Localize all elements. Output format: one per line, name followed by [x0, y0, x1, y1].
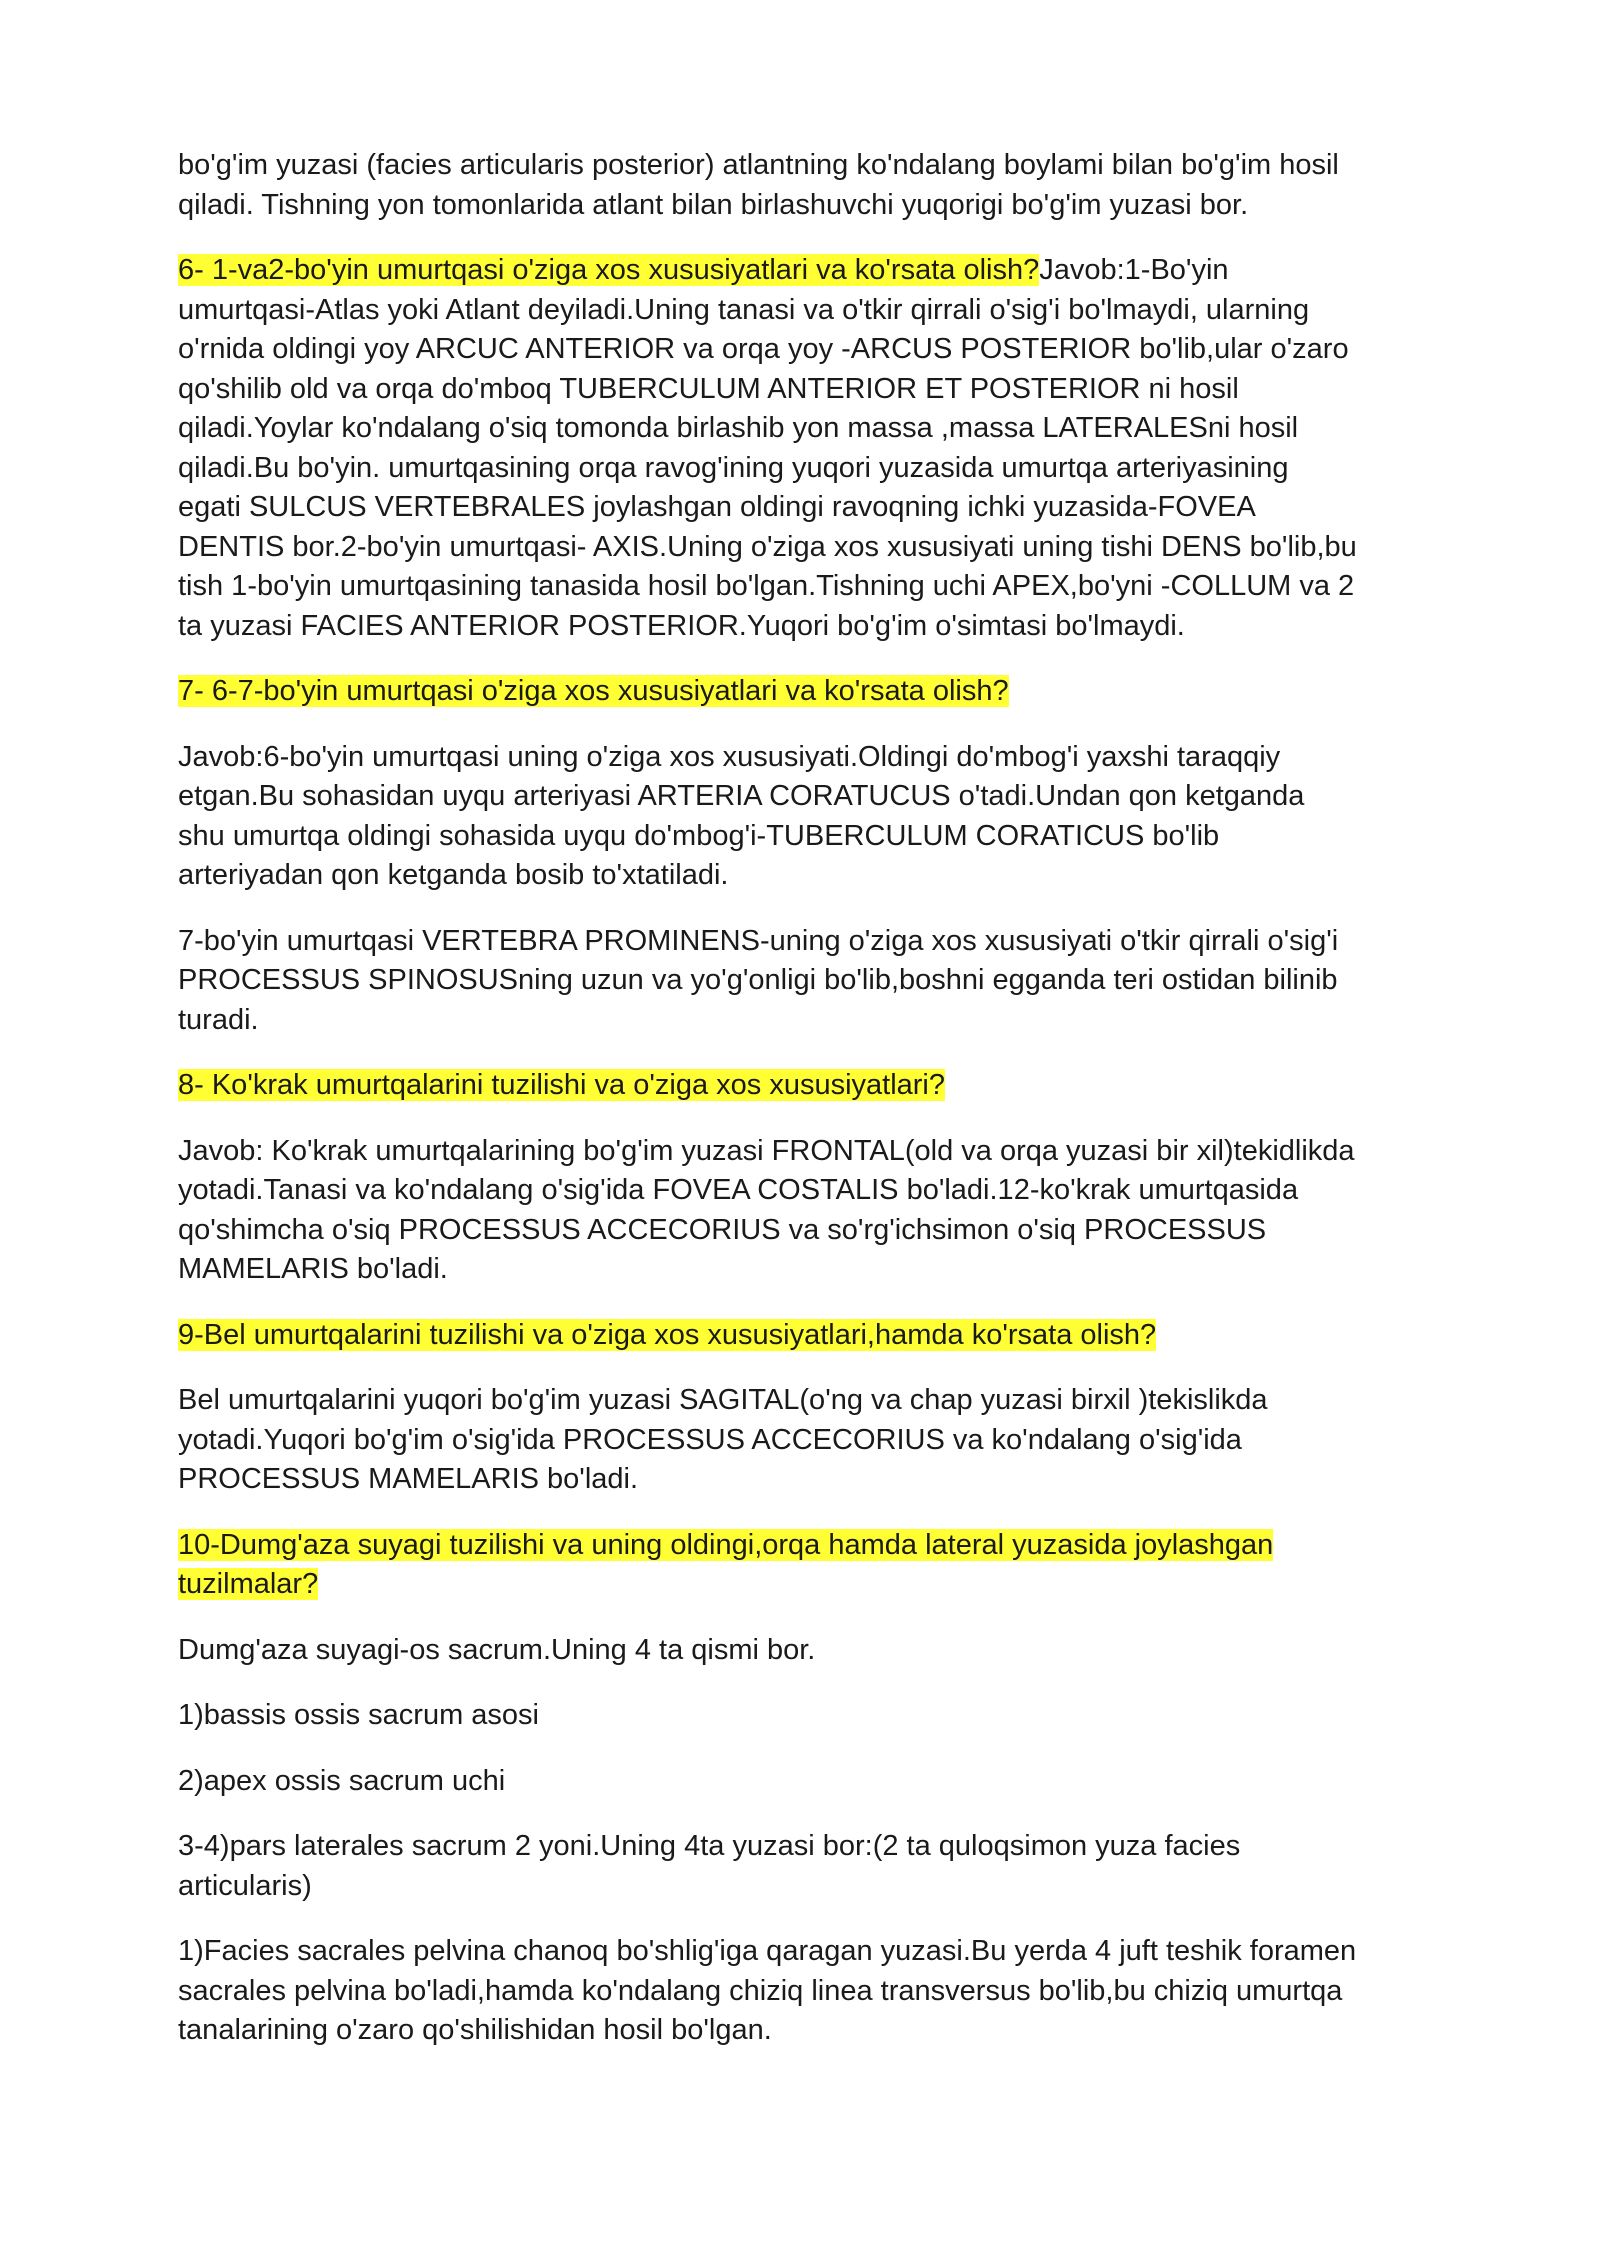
answer-10-intro: Dumg'aza suyagi-os sacrum.Uning 4 ta qismi bor.: [178, 1633, 816, 1666]
answer-10-surface-1: 1)Facies sacrales pelvina chanoq bo'shlig'iga qaragan yuzasi.Bu yerda 4 juft teshik foramen sacrales pelvina bo'ladi,hamda ko'ndalang chiziq linea transversus bo'lib,bu chiziq umurtqa tanalarining o'zaro qo'shilishidan hosil bo'lgan.: [178, 1935, 1357, 2046]
question-9-heading: 9-Bel umurtqalarini tuzilishi va o'ziga xos xususiyatlari,hamda ko'rsata olish?: [178, 1318, 1157, 1351]
answer-7-part-2: 7-bo'yin umurtqasi VERTEBRA PROMINENS-uning o'ziga xos xususiyati o'tkir qirrali o'sig'i PROCESSUS SPINOSUSning uzun va yo'g'onligi bo'lib,boshni egganda teri ostidan bilinib turadi.: [178, 924, 1339, 1036]
question-8-block: [178, 1066, 1358, 1106]
answer-7-part-1: Javob:6-bo'yin umurtqasi uning o'ziga xos xususiyati.Oldingi do'mbog'i yaxshi taraqqiy etgan.Bu sohasidan uyqu arteriyasi ARTERIA CORATUCUS o'tadi.Undan qon ketganda shu umurtqa oldingi sohasida uyqu do'mbog'i-TUBERCULUM CORATICUS bo'lib arteriyadan qon ketganda bosib to'xtatiladi.: [178, 740, 1305, 891]
question-8-heading: 8- Ko'krak umurtqalarini tuzilishi va o'ziga xos xususiyatlari?: [178, 1069, 945, 1101]
question-9-block: [178, 1316, 1358, 1356]
answer-9: Bel umurtqalarini yuqori bo'g'im yuzasi SAGITAL(o'ng va chap yuzasi birxil )tekislikda yotadi.Yuqori bo'g'im o'sig'ida PROCESSUS ACCECORIUS va ko'ndalang o'sig'ida PROCESSUS MAMELARIS bo'ladi.: [178, 1384, 1268, 1495]
answer-10-item-1: 1)bassis ossis sacrum asosi: [178, 1699, 539, 1731]
question-10-block: [178, 1526, 1358, 1605]
answer-6: Javob:1-Bo'yin umurtqasi-Atlas yoki Atlant deyiladi.Uning tanasi va o'tkir qirrali o'sig'i bo'lmaydi, ularning o'rnida oldingi yoy ARCUC ANTERIOR va orqa yoy -ARCUS POSTERIOR bo'lib,ular o'zaro qo'shilib old va orqa do'mboq TUBERCULUM ANTERIOR ET POSTERIOR ni hosil qiladi.Yoylar ko'ndalang o'siq tomonda birlashib yon massa ,massa LATERALESni hosil qiladi.Bu bo'yin. umurtqasining orqa ravog'ining yuqori yuzasida umurtqa arteriyasining egati SULCUS VERTEBRALES joylashgan oldingi ravoqning ichki yuzasida-FOVEA DENTIS bor.2-bo'yin umurtqasi- AXIS.Uning o'ziga xos xususiyati uning tishi DENS bo'lib,bu tish 1-bo'yin umurtqasining tanasida hosil bo'lgan.Tishning uchi APEX,bo'yni -COLLUM va 2 ta yuzasi FACIES ANTERIOR POSTERIOR.Yuqori bo'g'im o'simtasi bo'lmaydi.: [178, 254, 1357, 642]
answer-10-item-3-4: 3-4)pars laterales sacrum 2 yoni.Uning 4ta yuzasi bor:(2 ta quloqsimon yuza facies articularis): [178, 1830, 1241, 1902]
document-page: [178, 146, 1358, 2077]
paragraph-intro: bo'g'im yuzasi (facies articularis posterior) atlantning ko'ndalang boylami bilan bo'g'im hosil qiladi. Tishning yon tomonlarida atlant bilan birlashuvchi yuqorigi bo'g'im yuzasi bor.: [178, 149, 1339, 221]
question-6-block: [178, 251, 1358, 646]
question-7-block: [178, 672, 1358, 712]
question-7-heading: 7- 6-7-bo'yin umurtqasi o'ziga xos xususiyatlari va ko'rsata olish?: [178, 675, 1009, 707]
question-6-heading: 6- 1-va2-bo'yin umurtqasi o'ziga xos xususiyatlari va ko'rsata olish?: [178, 254, 1040, 286]
answer-8: Javob: Ko'krak umurtqalarining bo'g'im yuzasi FRONTAL(old va orqa yuzasi bir xil)tekidlikda yotadi.Tanasi va ko'ndalang o'sig'ida FOVEA COSTALIS bo'ladi.12-ko'krak umurtqasida qo'shimcha o'siq PROCESSUS ACCECORIUS va so'rg'ichsimon o'siq PROCESSUS MAMELARIS bo'ladi.: [178, 1134, 1355, 1285]
question-10-heading: 10-Dumg'aza suyagi tuzilishi va uning oldingi,orqa hamda lateral yuzasida joylashgan tuzilmalar?: [178, 1528, 1274, 1600]
answer-10-item-2: 2)apex ossis sacrum uchi: [178, 1764, 506, 1797]
